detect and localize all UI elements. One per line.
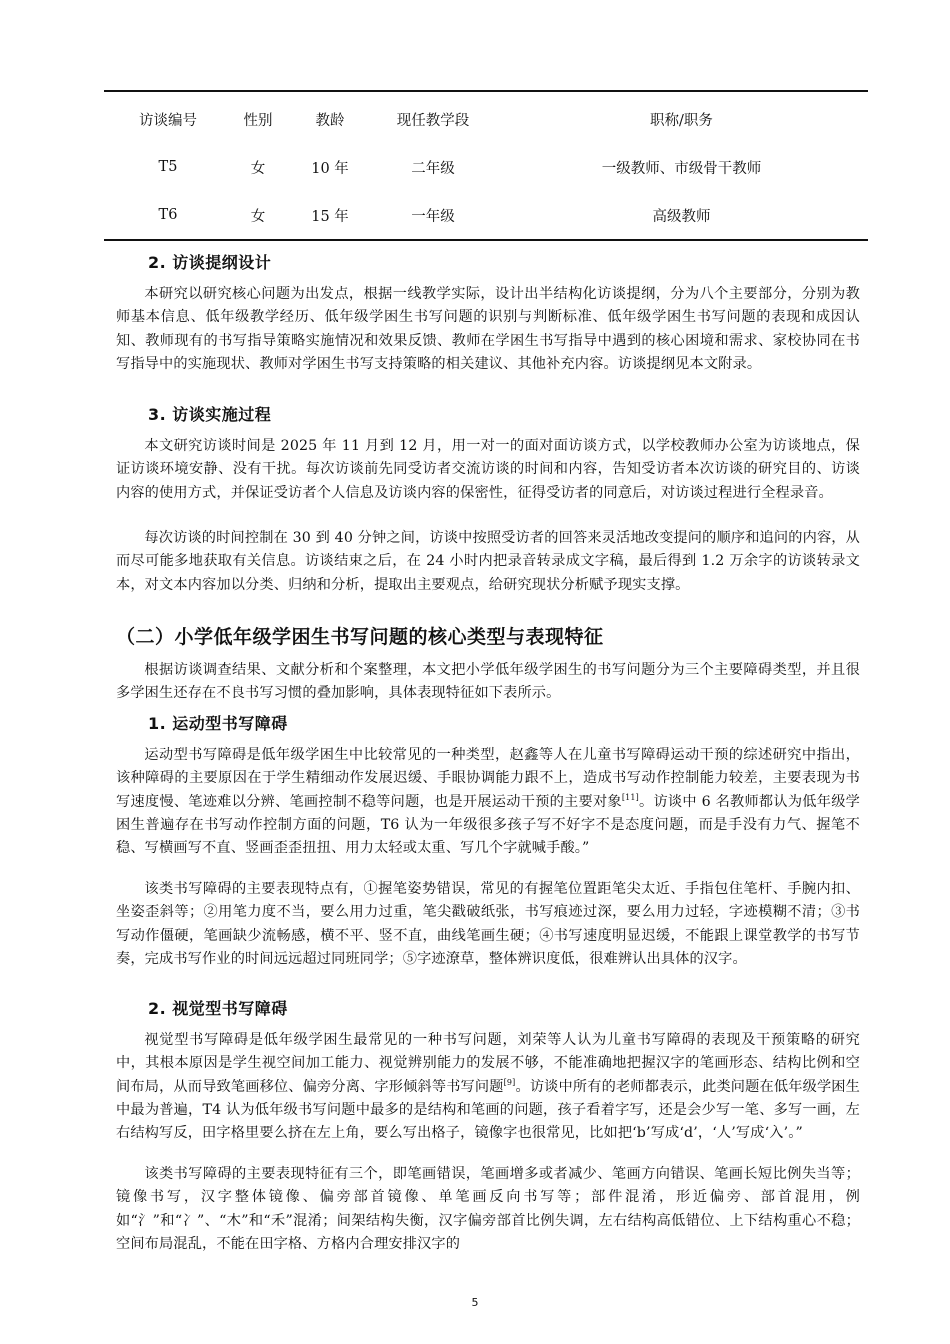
table-top-rule <box>104 90 868 92</box>
page-number: 5 <box>471 1296 479 1309</box>
header-id: 访谈编号 <box>139 112 197 129</box>
chapter-heading: （二）小学低年级学困生书写问题的核心类型与表现特征 <box>116 626 604 648</box>
table-bottom-rule <box>104 239 868 241</box>
cell-grade: 一年级 <box>411 208 455 225</box>
table-row <box>104 191 868 239</box>
cell-id: T6 <box>158 207 178 223</box>
table-header-row <box>104 95 868 143</box>
table-row <box>104 143 868 191</box>
section-heading: 3. 访谈实施过程 <box>148 405 272 424</box>
paragraph-text: 运动型书写障碍是低年级学困生中比较常见的一种类型，赵鑫等人在儿童书写障碍运动干预的综述研究中指出，该种障碍的主要原因在于学生精细动作发展迟缓、手眼协调能力跟不上，造成书写动作控制能力较差，主要表现为书写速度慢、笔迹难以分辨、笔画控制不稳等问题，也是开展运动干预的主要对象 <box>116 747 860 810</box>
header-years: 教龄 <box>315 112 345 129</box>
cell-id: T5 <box>158 159 178 175</box>
header-title: 职称/职务 <box>650 112 713 129</box>
paragraph: 该类书写障碍的主要表现特征有三个，即笔画错误，笔画增多或者减少、笔画方向错误、笔画长短比例失当等；镜像书写，汉字整体镜像、偏旁部首镜像、单笔画反向书写等；部件混淆，形近偏旁、部首混用，例如“氵”和“冫”、“木”和“禾”混淆；间架结构失衡，汉字偏旁部首比例失调，左右结构高低错位、上下结构重心不稳；空间布局混乱，不能在田字格、方格内合理安排汉字的 <box>116 1166 860 1252</box>
section-heading: 1. 运动型书写障碍 <box>148 714 288 733</box>
paragraph-text: 。访谈中 6 名教师都认为低年级学困生普遍存在书写动作控制方面的问题，T6 认为一年级很多孩子写不好字不是态度问题，而是手没有力气、握笔不稳、写横画写不直、竖画歪歪扭扭、用力太轻或太重、写几个字就喊手酸。” <box>116 793 860 857</box>
interviewee-table <box>104 90 868 241</box>
paragraph: 本文研究访谈时间是 2025 年 11 月到 12 月，用一对一的面对面访谈方式，以学校教师办公室为访谈地点，保证访谈环境安静、没有干扰。每次访谈前先同受访者交流访谈的时间和内容，告知受访者本次访谈的研究目的、访谈内容的使用方式，并保证受访者个人信息及访谈内容的保密性，征得受访者的同意后，对访谈过程进行全程录音。 <box>116 438 860 501</box>
header-gender: 性别 <box>243 112 273 129</box>
paragraph <box>116 744 860 860</box>
cell-gender: 女 <box>250 160 266 177</box>
citation-ref: [11] <box>621 792 639 802</box>
paragraph: 每次访谈的时间控制在 30 到 40 分钟之间，访谈中按照受访者的回答来灵活地改变提问的顺序和追问的内容，从而尽可能多地获取有关信息。访谈结束之后，在 24 小时内把录音转录成文字稿，最后得到 1.2 万余字的访谈转录文本，对文本内容加以分类、归纳和分析，提取出主要观点，给研究现状分析赋予现实支撑。 <box>116 530 860 593</box>
paragraph-text: 视觉型书写障碍是低年级学困生最常见的一种书写问题，刘荣等人认为儿童书写障碍的表现及干预策略的研究中，其根本原因是学生视空间加工能力、视觉辨别能力的发展不够，不能准确地把握汉字的笔画形态、结构比例和空间布局，从而导致笔画移位、偏旁分离、字形倾斜等书写问题 <box>116 1032 860 1095</box>
paragraph: 本研究以研究核心问题为出发点，根据一线教学实际，设计出半结构化访谈提纲，分为八个主要部分，分别为教师基本信息、低年级教学经历、低年级学困生书写问题的识别与判断标准、低年级学困生书写问题的表现和成因认知、教师现有的书写指导策略实施情况和效果反馈、教师在学困生书写指导中遇到的核心困境和需求、家校协同在书写指导中的实施现状、教师对学困生书写支持策略的相关建议、其他补充内容。访谈提纲见本文附录。 <box>116 286 860 372</box>
cell-years: 15 年 <box>311 208 349 225</box>
paragraph-text: 。访谈中所有的老师都表示，此类问题在低年级学困生中最为普遍，T4 认为低年级书写问题中最多的是结构和笔画的问题，孩子看着字写，还是会少写一笔、多写一画，左右结构写反，田字格里要么挤在左上角，要么写出格子，镜像字也很常见，比如把‘b’写成‘d’，‘人’写成‘入’。” <box>116 1078 860 1142</box>
paragraph: 该类书写障碍的主要表现特点有，①握笔姿势错误，常见的有握笔位置距笔尖太近、手指包住笔杆、手腕内扣、坐姿歪斜等；②用笔力度不当，要么用力过重，笔尖戳破纸张，书写痕迹过深，要么用力过轻，字迹模糊不清；③书写动作僵硬，笔画缺少流畅感，横不平、竖不直，曲线笔画生硬；④书写速度明显迟缓，不能跟上课堂教学的书写节奏，完成书写作业的时间远远超过同班同学；⑤字迹潦草，整体辨识度低，很难辨认出具体的汉字。 <box>116 881 860 967</box>
cell-gender: 女 <box>250 208 266 225</box>
cell-title: 高级教师 <box>652 208 711 225</box>
section-heading: 2. 访谈提纲设计 <box>148 253 272 272</box>
header-grade: 现任教学段 <box>396 112 470 129</box>
paragraph: 根据访谈调查结果、文献分析和个案整理，本文把小学低年级学困生的书写问题分为三个主要障碍类型，并且很多学困生还存在不良书写习惯的叠加影响，具体表现特征如下表所示。 <box>116 662 860 702</box>
cell-title: 一级教师、市级骨干教师 <box>601 160 762 177</box>
cell-grade: 二年级 <box>411 160 455 177</box>
paragraph <box>116 1029 860 1145</box>
cell-years: 10 年 <box>311 160 349 177</box>
section-heading: 2. 视觉型书写障碍 <box>148 999 288 1018</box>
citation-ref: [9] <box>503 1077 516 1087</box>
